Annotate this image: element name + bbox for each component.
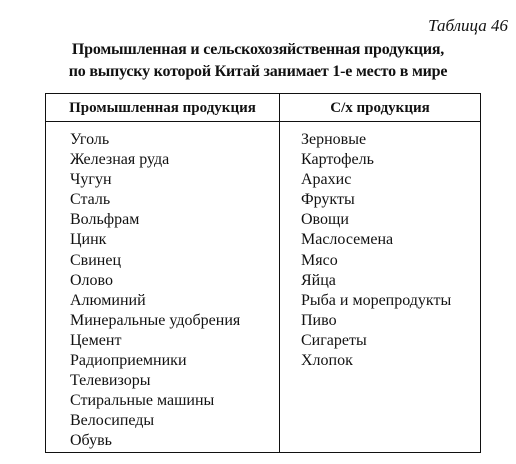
- industrial-item: Минеральные удобрения: [70, 311, 241, 329]
- industrial-item: Цинк: [70, 231, 107, 249]
- agricultural-item: Хлопок: [301, 352, 353, 370]
- industrial-item: Олово: [70, 271, 113, 289]
- agricultural-item: Рыба и морепродукты: [301, 291, 452, 309]
- table-number: Таблица 46: [428, 16, 508, 35]
- agricultural-item: Яйца: [301, 271, 336, 289]
- industrial-item: Алюминий: [70, 291, 146, 309]
- agricultural-list: [301, 130, 451, 371]
- industrial-item: Уголь: [70, 131, 110, 148]
- industrial-item: Свинец: [70, 251, 122, 269]
- column-divider: [279, 94, 280, 452]
- title-line-1: Промышленная и сельскохозяйственная продукция,: [71, 41, 445, 58]
- industrial-item: Обувь: [70, 432, 112, 450]
- agricultural-item: Зерновые: [301, 131, 367, 148]
- industrial-item: Цемент: [70, 331, 122, 349]
- industrial-item: Радиоприемники: [70, 352, 187, 370]
- agricultural-item: Картофель: [301, 151, 374, 169]
- title-line-2: по выпуску которой Китай занимает 1-е место в мире: [68, 63, 448, 80]
- industrial-item: Чугун: [70, 171, 112, 189]
- agricultural-item: Фрукты: [301, 191, 355, 209]
- industrial-item: Железная руда: [70, 151, 170, 169]
- agricultural-item: Овощи: [301, 211, 349, 229]
- agricultural-item: Сигареты: [301, 331, 367, 349]
- agricultural-item: Арахис: [301, 171, 352, 189]
- industrial-item: Сталь: [70, 191, 111, 209]
- industrial-item: Велосипеды: [70, 412, 155, 430]
- header-agricultural: С/х продукция: [330, 100, 430, 116]
- agricultural-item: Пиво: [301, 311, 337, 329]
- table-title: [0, 39, 516, 83]
- agricultural-item: Мясо: [301, 251, 338, 269]
- products-table: [45, 93, 481, 453]
- header-divider: [46, 121, 480, 122]
- industrial-item: Телевизоры: [70, 372, 151, 390]
- industrial-item: Стиральные машины: [70, 392, 215, 410]
- agricultural-item: Маслосемена: [301, 231, 394, 249]
- industrial-list: [70, 130, 240, 452]
- header-industrial: Промышленная продукция: [69, 100, 256, 116]
- industrial-item: Вольфрам: [70, 211, 140, 229]
